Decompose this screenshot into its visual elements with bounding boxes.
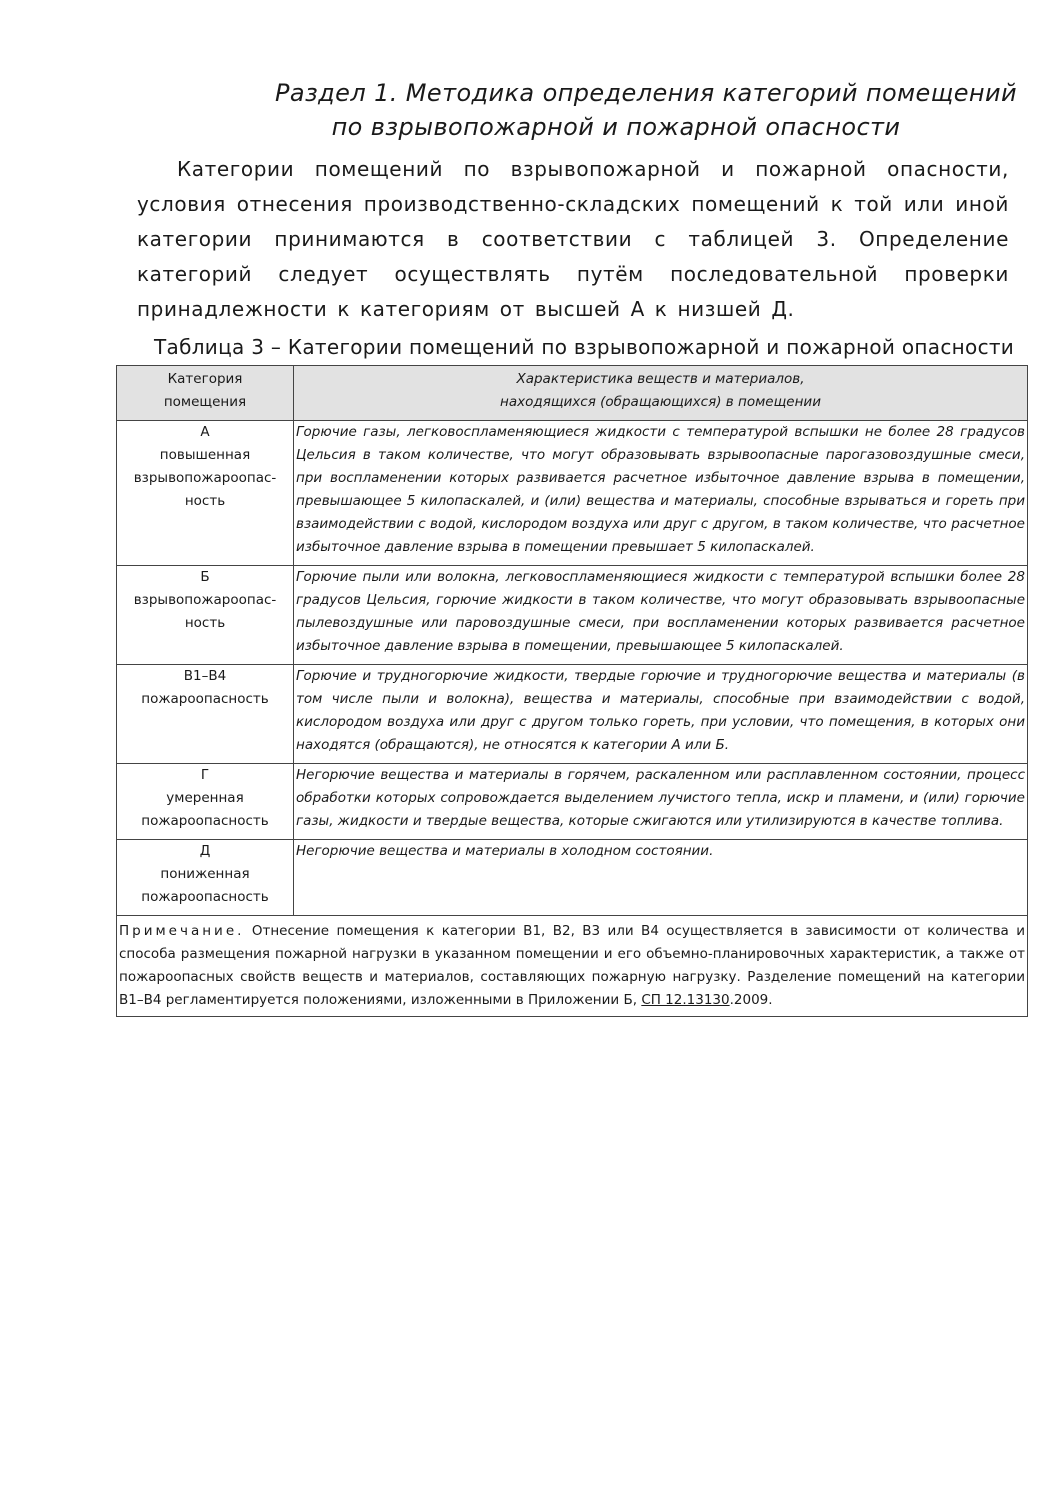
category-name-line: ность — [184, 615, 226, 631]
category-description: Негорючие вещества и материалы в горячем, раскаленном или расплавленном состоянии, процесс обработки которых сопровождается выделением лучистого тепла, искр и пламени, и (или) горючие газы, жидкости и твердые вещества, которые сжигаются или утилизируются в качестве топлива. — [294, 764, 1028, 840]
categories-table — [116, 365, 1028, 1017]
table-row — [117, 764, 1028, 840]
category-cell — [117, 421, 294, 566]
category-cell — [117, 566, 294, 665]
note-label: Примечание. — [119, 923, 245, 939]
header-category-line-2: помещения — [163, 394, 247, 410]
section-title-line-1: Раздел 1. Методика определения категорий помещений — [275, 79, 1017, 107]
category-code: А — [200, 424, 210, 440]
table-row — [117, 566, 1028, 665]
table-caption: Таблица 3 – Категории помещений по взрывопожарной и пожарной опасности — [154, 335, 1015, 359]
category-cell — [117, 665, 294, 764]
category-cell — [117, 764, 294, 840]
table-note — [117, 916, 1028, 1017]
header-category-line-1: Категория — [167, 371, 243, 387]
category-code: Б — [200, 569, 210, 585]
category-description: Горючие пыли или волокна, легковоспламеняющиеся жидкости с температурой вспышки более 28 градусов Цельсия, горючие жидкости в таком количестве, что могут образовывать взрывоопасные пылевоздушные или паровоздушные смеси, при воспламенении которых развивается расчетное избыточное давление взрыва в помещении, превышающее 5 килопаскалей. — [294, 566, 1028, 665]
category-code: Г — [200, 767, 210, 783]
table-row — [117, 665, 1028, 764]
table-header-row — [117, 366, 1028, 421]
category-name-line: пожароопасность — [141, 813, 269, 829]
section-title-line-2: по взрывопожарной и пожарной опасности — [331, 113, 901, 141]
category-code: Д — [199, 843, 211, 859]
header-category — [117, 366, 294, 421]
category-description: Горючие газы, легковоспламеняющиеся жидкости с температурой вспышки не более 28 градусов Цельсия в таком количестве, что могут образовывать взрывоопасные парогазовоздушные смеси, при воспламенении которых развивается расчетное избыточное давление взрыва в помещении, превышающее 5 килопаскалей, и (или) вещества и материалы, способные взрываться и гореть при взаимодействии с водой, кислородом воздуха или друг с другом, в таком количестве, что расчетное избыточное давление взрыва в помещении превышает 5 килопаскалей. — [294, 421, 1028, 566]
header-characteristics — [294, 366, 1028, 421]
category-name-line: умеренная — [166, 790, 244, 806]
header-characteristics-line-1: Характеристика веществ и материалов, — [516, 371, 805, 387]
section-title — [116, 76, 1026, 144]
category-name-line: пожароопасность — [141, 691, 269, 707]
category-name-line: пожароопасность — [141, 889, 269, 905]
category-description: Горючие и трудногорючие жидкости, твердые горючие и трудногорючие вещества и материалы (в том числе пыли и волокна), вещества и материалы, способные при взаимодействии с водой, кислородом воздуха или друг с другом только гореть, при условии, что помещения, в которых они находятся (обращаются), не относятся к категории А или Б. — [294, 665, 1028, 764]
table-note-row — [117, 916, 1028, 1017]
header-characteristics-line-2: находящихся (обращающихся) в помещении — [500, 394, 821, 410]
category-description: Негорючие вещества и материалы в холодном состоянии. — [294, 840, 1028, 916]
note-text-end: .2009. — [729, 992, 773, 1008]
table-row — [117, 840, 1028, 916]
category-name-line: пониженная — [160, 866, 250, 882]
category-name-line: ность — [184, 493, 226, 509]
category-name-line: взрывопожароопас- — [133, 470, 277, 486]
category-name-line: повышенная — [159, 447, 251, 463]
note-text: Отнесение помещения к категории В1, В2, В3 или В4 осуществляется в зависимости от количества и способа размещения пожарной нагрузки в указанном помещении и его объемно-планировочных характеристик, а также от пожароопасных свойств веществ и материалов, составляющих пожарную нагрузку. Разделение помещений на категории В1–В4 регламентируется положениями, изложенными в Приложении Б, — [119, 923, 1025, 1008]
intro-paragraph: Категории помещений по взрывопожарной и пожарной опасности, условия отнесения производственно-складских помещений к той или иной категории принимаются в соответствии с таблицей 3. Определение категорий следует осуществлять путём последовательной проверки принадлежности к категориям от высшей А к низшей Д. — [137, 157, 1009, 321]
table-row — [117, 421, 1028, 566]
category-cell — [117, 840, 294, 916]
category-name-line: взрывопожароопас- — [133, 592, 277, 608]
regulation-link[interactable]: СП 12.13130 — [641, 992, 730, 1008]
category-code: В1–В4 — [183, 668, 227, 684]
